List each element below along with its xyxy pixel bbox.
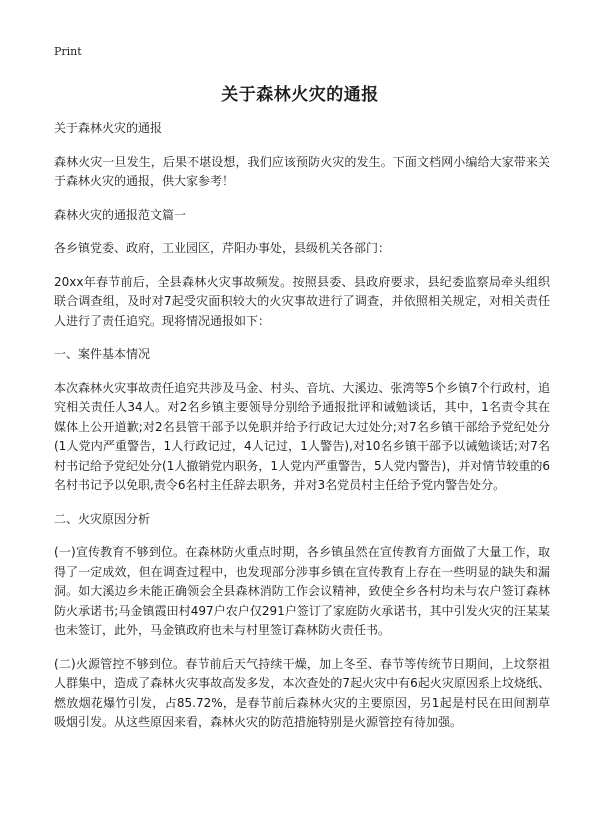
case-info-paragraph: 本次森林火灾事故责任追究共涉及马金、村头、音坑、大溪边、张湾等5个乡镇7个行政村，追究相关责任人34人。对2名乡镇主要领导分别给予通报批评和诫勉谈话，其中，1名责令其在媒体上公开道歉;对2名县管干部予以免职并给予行政记大过处分;对7名乡镇干部给予党纪处分(1人党内严重警告，1人行政记过，4人记过，1人警告),对10名乡镇干部予以诫勉谈话;对7名村书记给予党纪处分(1人撤销党内职务，1人党内严重警告，5人党内警告)，并对情节较重的6名村书记予以免职,责令6名村主任辞去职务，并对3名党员村主任给予党内警告处分。 — [54, 380, 550, 492]
section-heading-sample-one: 森林火灾的通报范文篇一 — [54, 207, 187, 222]
section-heading-case-info: 一、案件基本情况 — [54, 347, 151, 361]
intro-paragraph: 森林火灾一旦发生，后果不堪设想，我们应该预防火灾的发生。下面文档网小编给大家带来关于森林火灾的通报，供大家参考！ — [54, 154, 550, 188]
print-link[interactable]: Print — [54, 45, 82, 58]
document-body — [54, 119, 550, 747]
section-heading-cause-analysis: 二、火灾原因分析 — [54, 511, 151, 526]
intro-heading: 关于森林火灾的通报 — [54, 121, 163, 135]
salutation-paragraph: 各乡镇党委、政府，工业园区，芹阳办事处，县级机关各部门： — [54, 241, 391, 255]
overview-paragraph: 20xx年春节前后，全县森林火灾事故频发。按照县委、县政府要求，县纪委监察局牵头组织联合调查组，及时对7起受灾面积较大的火灾事故进行了调查，并依照相关规定，对相关责任人进行了责任追究。现将情况通报如下： — [54, 274, 550, 328]
cause-education-paragraph: (一)宣传教育不够到位。在森林防火重点时期，各乡镇虽然在宣传教育方面做了大量工作，取得了一定成效，但在调查过程中，也发现部分涉事乡镇在宣传教育上存在一些明显的缺失和漏洞。如大溪边乡未能正确领会全县森林消防工作会议精神，致使全乡各村均未与农户签订森林防火承诺书;马金镇霞田村497户农户仅291户签订了家庭防火承诺书，其中引发火灾的汪某某也未签订，此外，马金镇政府也未与村里签订森林防火责任书。 — [54, 545, 550, 637]
cause-fire-source-paragraph: (二)火源管控不够到位。春节前后天气持续干燥，加上冬至、春节等传统节日期间，上坟祭祖人群集中，造成了森林火灾事故高发多发，本次查处的7起火灾中有6起火灾原因系上坟烧纸、燃放烟花爆竹引发，占85.72%，是春节前后森林火灾的主要原因，另1起是村民在田间割草吸烟引发。从这些原因来看，森林火灾的防范措施特别是火源管控有待加强。 — [54, 656, 550, 729]
document-title: 关于森林火灾的通报 — [221, 85, 379, 105]
